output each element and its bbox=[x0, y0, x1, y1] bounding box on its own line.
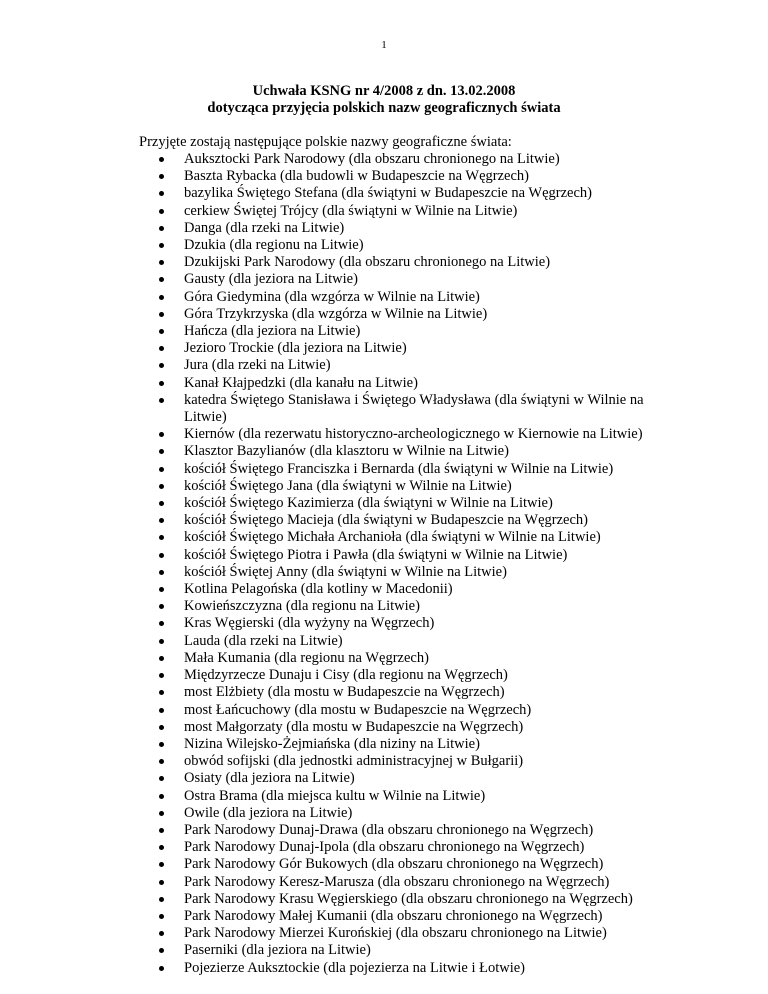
list-item bbox=[139, 547, 679, 564]
list-item-text: Klasztor Bazylianów (dla klasztoru w Wilnie na Litwie) bbox=[184, 443, 509, 460]
list-item bbox=[139, 942, 679, 959]
list-item-text: Jura (dla rzeki na Litwie) bbox=[184, 357, 331, 374]
list-item-text: Park Narodowy Keresz-Marusza (dla obszaru chronionego na Węgrzech) bbox=[184, 873, 610, 890]
list-item-text: kościół Świętego Kazimierza (dla świątyni w Wilnie na Litwie) bbox=[184, 495, 553, 512]
list-item bbox=[139, 667, 679, 684]
list-item bbox=[139, 684, 679, 701]
list-item-text: bazylika Świętego Stefana (dla świątyni w Budapeszcie na Węgrzech) bbox=[184, 185, 592, 202]
list-item bbox=[139, 874, 679, 891]
bullet-icon bbox=[159, 776, 164, 781]
list-item bbox=[139, 564, 679, 581]
bullet-icon bbox=[159, 639, 164, 644]
bullet-icon bbox=[159, 295, 164, 300]
list-item-text: obwód sofijski (dla jednostki administracyjnej w Bułgarii) bbox=[184, 753, 524, 770]
bullet-icon bbox=[159, 897, 164, 902]
list-item-text: Nizina Wilejsko-Żejmiańska (dla niziny na Litwie) bbox=[184, 735, 480, 752]
list-item-text: Park Narodowy Dunaj-Ipola (dla obszaru chronionego na Węgrzech) bbox=[184, 839, 585, 856]
list-item-text: Kras Węgierski (dla wyżyny na Węgrzech) bbox=[184, 615, 435, 632]
list-item bbox=[139, 392, 679, 426]
list-item bbox=[139, 822, 679, 839]
bullet-icon bbox=[159, 742, 164, 747]
list-item bbox=[139, 340, 679, 357]
bullet-icon bbox=[159, 690, 164, 695]
list-item bbox=[139, 891, 679, 908]
list-item-text: kościół Świętej Anny (dla świątyni w Wilnie na Litwie) bbox=[184, 563, 507, 580]
list-item bbox=[139, 495, 679, 512]
list-item bbox=[139, 598, 679, 615]
list-item-text: Gausty (dla jeziora na Litwie) bbox=[184, 271, 358, 288]
list-item bbox=[139, 289, 679, 306]
list-item bbox=[139, 443, 679, 460]
list-item bbox=[139, 925, 679, 942]
list-item bbox=[139, 770, 679, 787]
geographic-names-list bbox=[139, 151, 679, 977]
list-item bbox=[139, 512, 679, 529]
bullet-icon bbox=[159, 467, 164, 472]
bullet-icon bbox=[159, 587, 164, 592]
list-item bbox=[139, 220, 679, 237]
list-item-text: kościół Świętego Macieja (dla świątyni w Budapeszcie na Węgrzech) bbox=[184, 512, 588, 529]
bullet-icon bbox=[159, 398, 164, 403]
bullet-icon bbox=[159, 673, 164, 678]
bullet-icon bbox=[159, 621, 164, 626]
list-item-text: Lauda (dla rzeki na Litwie) bbox=[184, 632, 343, 649]
bullet-icon bbox=[159, 260, 164, 265]
bullet-icon bbox=[159, 381, 164, 386]
list-item bbox=[139, 306, 679, 323]
bullet-icon bbox=[159, 845, 164, 850]
list-item-text: kościół Świętego Piotra i Pawła (dla świątyni w Wilnie na Litwie) bbox=[184, 546, 568, 563]
list-item-text: Mała Kumania (dla regionu na Węgrzech) bbox=[184, 649, 429, 666]
bullet-icon bbox=[159, 553, 164, 558]
list-item bbox=[139, 615, 679, 632]
list-item bbox=[139, 461, 679, 478]
list-item-text: Dzukijski Park Narodowy (dla obszaru chronionego na Litwie) bbox=[184, 254, 551, 271]
bullet-icon bbox=[159, 191, 164, 196]
list-item-text: Kiernów (dla rezerwatu historyczno-archeologicznego w Kiernowie na Litwie) bbox=[184, 426, 643, 443]
list-item bbox=[139, 633, 679, 650]
list-item-text: Góra Trzykrzyska (dla wzgórza w Wilnie na Litwie) bbox=[184, 305, 488, 322]
list-item-text: Park Narodowy Krasu Węgierskiego (dla obszaru chronionego na Węgrzech) bbox=[184, 890, 633, 907]
list-item bbox=[139, 529, 679, 546]
list-item bbox=[139, 151, 679, 168]
bullet-icon bbox=[159, 708, 164, 713]
bullet-icon bbox=[159, 914, 164, 919]
bullet-icon bbox=[159, 363, 164, 368]
list-item-text: Hańcza (dla jeziora na Litwie) bbox=[184, 323, 361, 340]
title-line-2: dotycząca przyjęcia polskich nazw geograficznych świata bbox=[207, 100, 561, 116]
list-item bbox=[139, 478, 679, 495]
page-number: 1 bbox=[381, 39, 387, 51]
list-item-text: Park Narodowy Dunaj-Drawa (dla obszaru chronionego na Węgrzech) bbox=[184, 821, 594, 838]
list-item bbox=[139, 736, 679, 753]
list-item-text: Park Narodowy Gór Bukowych (dla obszaru chronionego na Węgrzech) bbox=[184, 856, 604, 873]
list-item-text: Międzyrzecze Dunaju i Cisy (dla regionu na Węgrzech) bbox=[184, 667, 508, 684]
bullet-icon bbox=[159, 449, 164, 454]
bullet-icon bbox=[159, 243, 164, 248]
list-item-text: most Małgorzaty (dla mostu w Budapeszcie na Węgrzech) bbox=[184, 718, 524, 735]
list-item-text: Kanał Kłajpedzki (dla kanału na Litwie) bbox=[184, 374, 418, 391]
document-title bbox=[0, 83, 768, 117]
bullet-icon bbox=[159, 484, 164, 489]
list-item bbox=[139, 237, 679, 254]
bullet-icon bbox=[159, 811, 164, 816]
list-item-text: kościół Świętego Franciszka i Bernarda (dla świątyni w Wilnie na Litwie) bbox=[184, 460, 614, 477]
list-item-text: Auksztocki Park Narodowy (dla obszaru chronionego na Litwie) bbox=[184, 151, 560, 167]
list-item bbox=[139, 581, 679, 598]
title-line-1: Uchwała KSNG nr 4/2008 z dn. 13.02.2008 bbox=[252, 83, 516, 99]
bullet-icon bbox=[159, 862, 164, 867]
bullet-icon bbox=[159, 948, 164, 953]
list-item-text: cerkiew Świętej Trójcy (dla świątyni w Wilnie na Litwie) bbox=[184, 202, 518, 219]
list-item bbox=[139, 426, 679, 443]
list-item bbox=[139, 908, 679, 925]
list-item-text: Park Narodowy Mierzei Kurońskiej (dla obszaru chronionego na Litwie) bbox=[184, 925, 607, 942]
bullet-icon bbox=[159, 604, 164, 609]
list-item bbox=[139, 650, 679, 667]
bullet-icon bbox=[159, 432, 164, 437]
bullet-icon bbox=[159, 535, 164, 540]
intro-paragraph: Przyjęte zostają następujące polskie nazwy geograficzne świata: bbox=[139, 134, 512, 150]
list-item bbox=[139, 357, 679, 374]
bullet-icon bbox=[159, 329, 164, 334]
list-item bbox=[139, 254, 679, 271]
bullet-icon bbox=[159, 880, 164, 885]
list-item bbox=[139, 702, 679, 719]
list-item-text: Baszta Rybacka (dla budowli w Budapeszcie na Węgrzech) bbox=[184, 168, 529, 185]
list-item-text: Danga (dla rzeki na Litwie) bbox=[184, 219, 345, 236]
list-item bbox=[139, 805, 679, 822]
list-item-text: Owile (dla jeziora na Litwie) bbox=[184, 804, 353, 821]
list-item-text: Osiaty (dla jeziora na Litwie) bbox=[184, 770, 355, 787]
bullet-icon bbox=[159, 794, 164, 799]
list-item bbox=[139, 960, 679, 977]
bullet-icon bbox=[159, 209, 164, 214]
bullet-icon bbox=[159, 501, 164, 506]
bullet-icon bbox=[159, 725, 164, 730]
list-item bbox=[139, 839, 679, 856]
bullet-icon bbox=[159, 174, 164, 179]
list-item bbox=[139, 719, 679, 736]
bullet-icon bbox=[159, 656, 164, 661]
bullet-icon bbox=[159, 570, 164, 575]
bullet-icon bbox=[159, 226, 164, 231]
bullet-icon bbox=[159, 828, 164, 833]
list-item bbox=[139, 168, 679, 185]
list-item-text: most Łańcuchowy (dla mostu w Budapeszcie na Węgrzech) bbox=[184, 701, 532, 718]
bullet-icon bbox=[159, 157, 164, 162]
list-item bbox=[139, 753, 679, 770]
list-item-text: Park Narodowy Małej Kumanii (dla obszaru chronionego na Węgrzech) bbox=[184, 907, 603, 924]
bullet-icon bbox=[159, 518, 164, 523]
bullet-icon bbox=[159, 312, 164, 317]
list-item-text: Jezioro Trockie (dla jeziora na Litwie) bbox=[184, 340, 407, 357]
bullet-icon bbox=[159, 346, 164, 351]
list-item-text: katedra Świętego Stanisława i Świętego Władysława (dla świątyni w Wilnie na Litwie) bbox=[184, 391, 644, 426]
list-item bbox=[139, 185, 679, 202]
list-item bbox=[139, 788, 679, 805]
list-item-text: Pojezierze Auksztockie (dla pojezierza na Litwie i Łotwie) bbox=[184, 959, 526, 976]
bullet-icon bbox=[159, 759, 164, 764]
bullet-icon bbox=[159, 277, 164, 282]
list-item-text: Kowieńszczyzna (dla regionu na Litwie) bbox=[184, 598, 420, 615]
list-item-text: kościół Świętego Michała Archanioła (dla świątyni w Wilnie na Litwie) bbox=[184, 529, 601, 546]
list-item bbox=[139, 323, 679, 340]
list-item bbox=[139, 203, 679, 220]
list-item bbox=[139, 271, 679, 288]
bullet-icon bbox=[159, 966, 164, 971]
list-item-text: Ostra Brama (dla miejsca kultu w Wilnie na Litwie) bbox=[184, 787, 486, 804]
list-item-text: most Elżbiety (dla mostu w Budapeszcie na Węgrzech) bbox=[184, 684, 505, 701]
list-item-text: Góra Giedymina (dla wzgórza w Wilnie na Litwie) bbox=[184, 288, 480, 305]
list-item bbox=[139, 856, 679, 873]
list-item-text: Dzukia (dla regionu na Litwie) bbox=[184, 237, 364, 254]
list-item bbox=[139, 375, 679, 392]
list-item-text: Paserniki (dla jeziora na Litwie) bbox=[184, 942, 371, 959]
list-item-text: Kotlina Pelagońska (dla kotliny w Macedonii) bbox=[184, 581, 453, 598]
bullet-icon bbox=[159, 931, 164, 936]
list-item-text: kościół Świętego Jana (dla świątyni w Wilnie na Litwie) bbox=[184, 477, 512, 494]
